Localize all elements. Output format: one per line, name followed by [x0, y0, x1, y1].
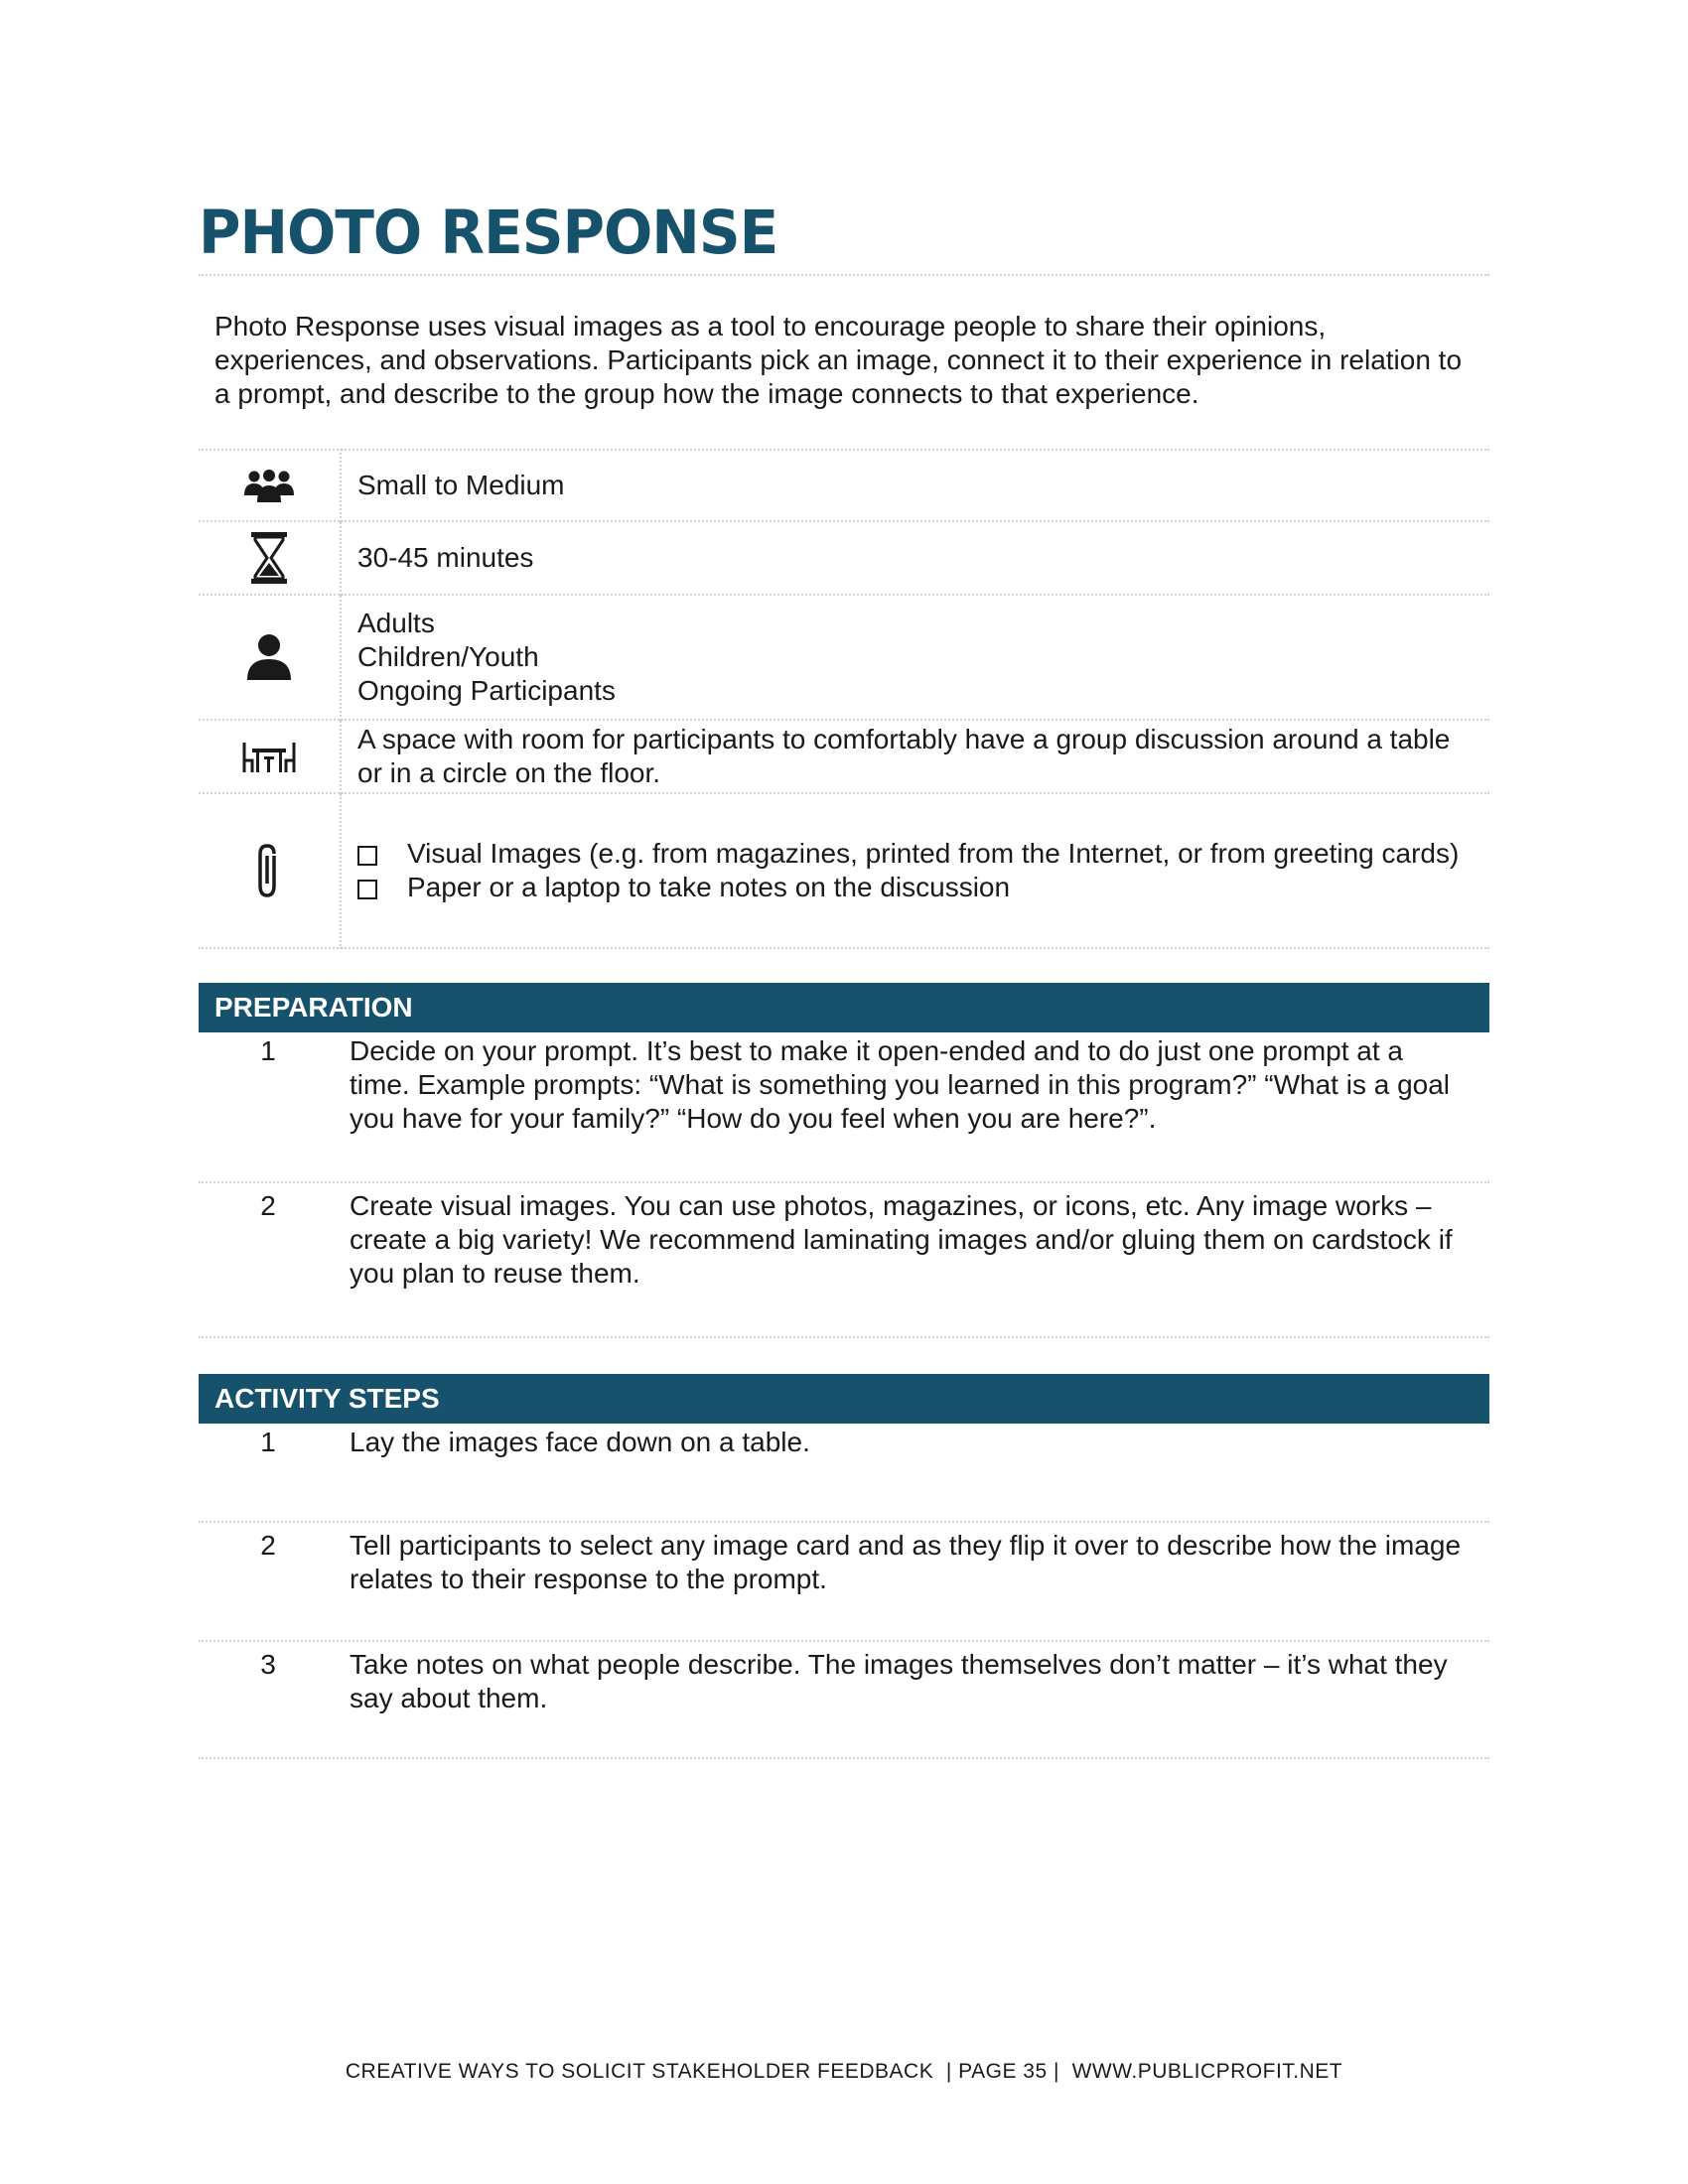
info-row-materials	[199, 793, 1489, 948]
preparation-step	[199, 1183, 1489, 1338]
checkbox-icon	[357, 880, 377, 899]
step-text: Decide on your prompt. It’s best to make it open-ended and to do just one prompt at a time. Example prompts: “What is something you learned in this program?” “What is a goal you have for your family?” “How do you feel when you are here?”.	[350, 1035, 1451, 1134]
step-text: Tell participants to select any image card and as they flip it over to describe how the image relates to their response to the prompt.	[350, 1530, 1462, 1594]
materials-checklist	[357, 837, 1470, 904]
activity-step	[199, 1424, 1489, 1523]
step-number: 1	[260, 1035, 276, 1066]
group-size-text: Small to Medium	[341, 450, 1489, 521]
audience-list	[341, 595, 1489, 720]
page-footer: CREATIVE WAYS TO SOLICIT STAKEHOLDER FEEDBACK | PAGE 35 | WWW.PUBLICPROFIT.NET	[345, 2060, 1343, 2083]
step-number: 2	[260, 1530, 276, 1561]
title-divider	[199, 274, 1489, 276]
info-row-group-size	[199, 450, 1489, 521]
table-chairs-icon	[199, 720, 341, 793]
page-title: PHOTO RESPONSE	[199, 197, 778, 268]
activity-steps-header: ACTIVITY STEPS	[199, 1374, 1489, 1424]
intro-paragraph: Photo Response uses visual images as a tool to encourage people to share their opinions, experiences, and observations. Participants pick an image, connect it to their experience in relation to a prompt, and describe to the group how the image connects to that experience.	[214, 311, 1463, 409]
step-text: Lay the images face down on a table.	[350, 1427, 810, 1457]
step-number: 2	[260, 1190, 276, 1221]
audience-item: Adults	[357, 608, 435, 638]
materials-item-text: Visual Images (e.g. from magazines, printed from the Internet, or from greeting cards)	[407, 838, 1460, 869]
materials-item	[357, 871, 1470, 904]
activity-step	[199, 1523, 1489, 1642]
step-text: Create visual images. You can use photos, magazines, or icons, etc. Any image works – create a big variety! We recommend laminating images and/or gluing them on cardstock if you plan to reuse them.	[350, 1190, 1453, 1289]
materials-item-text: Paper or a laptop to take notes on the discussion	[407, 872, 1011, 902]
info-row-space	[199, 720, 1489, 793]
space-text: A space with room for participants to comfortably have a group discussion around a table or in a circle on the floor.	[341, 720, 1489, 793]
checkbox-icon	[357, 846, 377, 866]
materials-cell	[341, 793, 1489, 948]
info-table	[199, 449, 1489, 949]
activity-steps	[199, 1424, 1489, 1759]
preparation-header: PREPARATION	[199, 983, 1489, 1032]
audience-item: Ongoing Participants	[357, 675, 616, 706]
materials-item	[357, 837, 1470, 871]
person-icon	[199, 595, 341, 720]
hourglass-icon	[199, 521, 341, 595]
step-number: 1	[260, 1427, 276, 1457]
activity-step	[199, 1642, 1489, 1759]
step-number: 3	[260, 1649, 276, 1680]
paperclip-icon	[199, 793, 341, 948]
info-row-duration	[199, 521, 1489, 595]
info-row-audience	[199, 595, 1489, 720]
preparation-steps	[199, 1032, 1489, 1338]
group-icon	[199, 450, 341, 521]
audience-item: Children/Youth	[357, 641, 539, 672]
step-text: Take notes on what people describe. The images themselves don’t matter – it’s what they say about them.	[350, 1649, 1448, 1713]
preparation-step	[199, 1032, 1489, 1183]
duration-text: 30-45 minutes	[341, 521, 1489, 595]
